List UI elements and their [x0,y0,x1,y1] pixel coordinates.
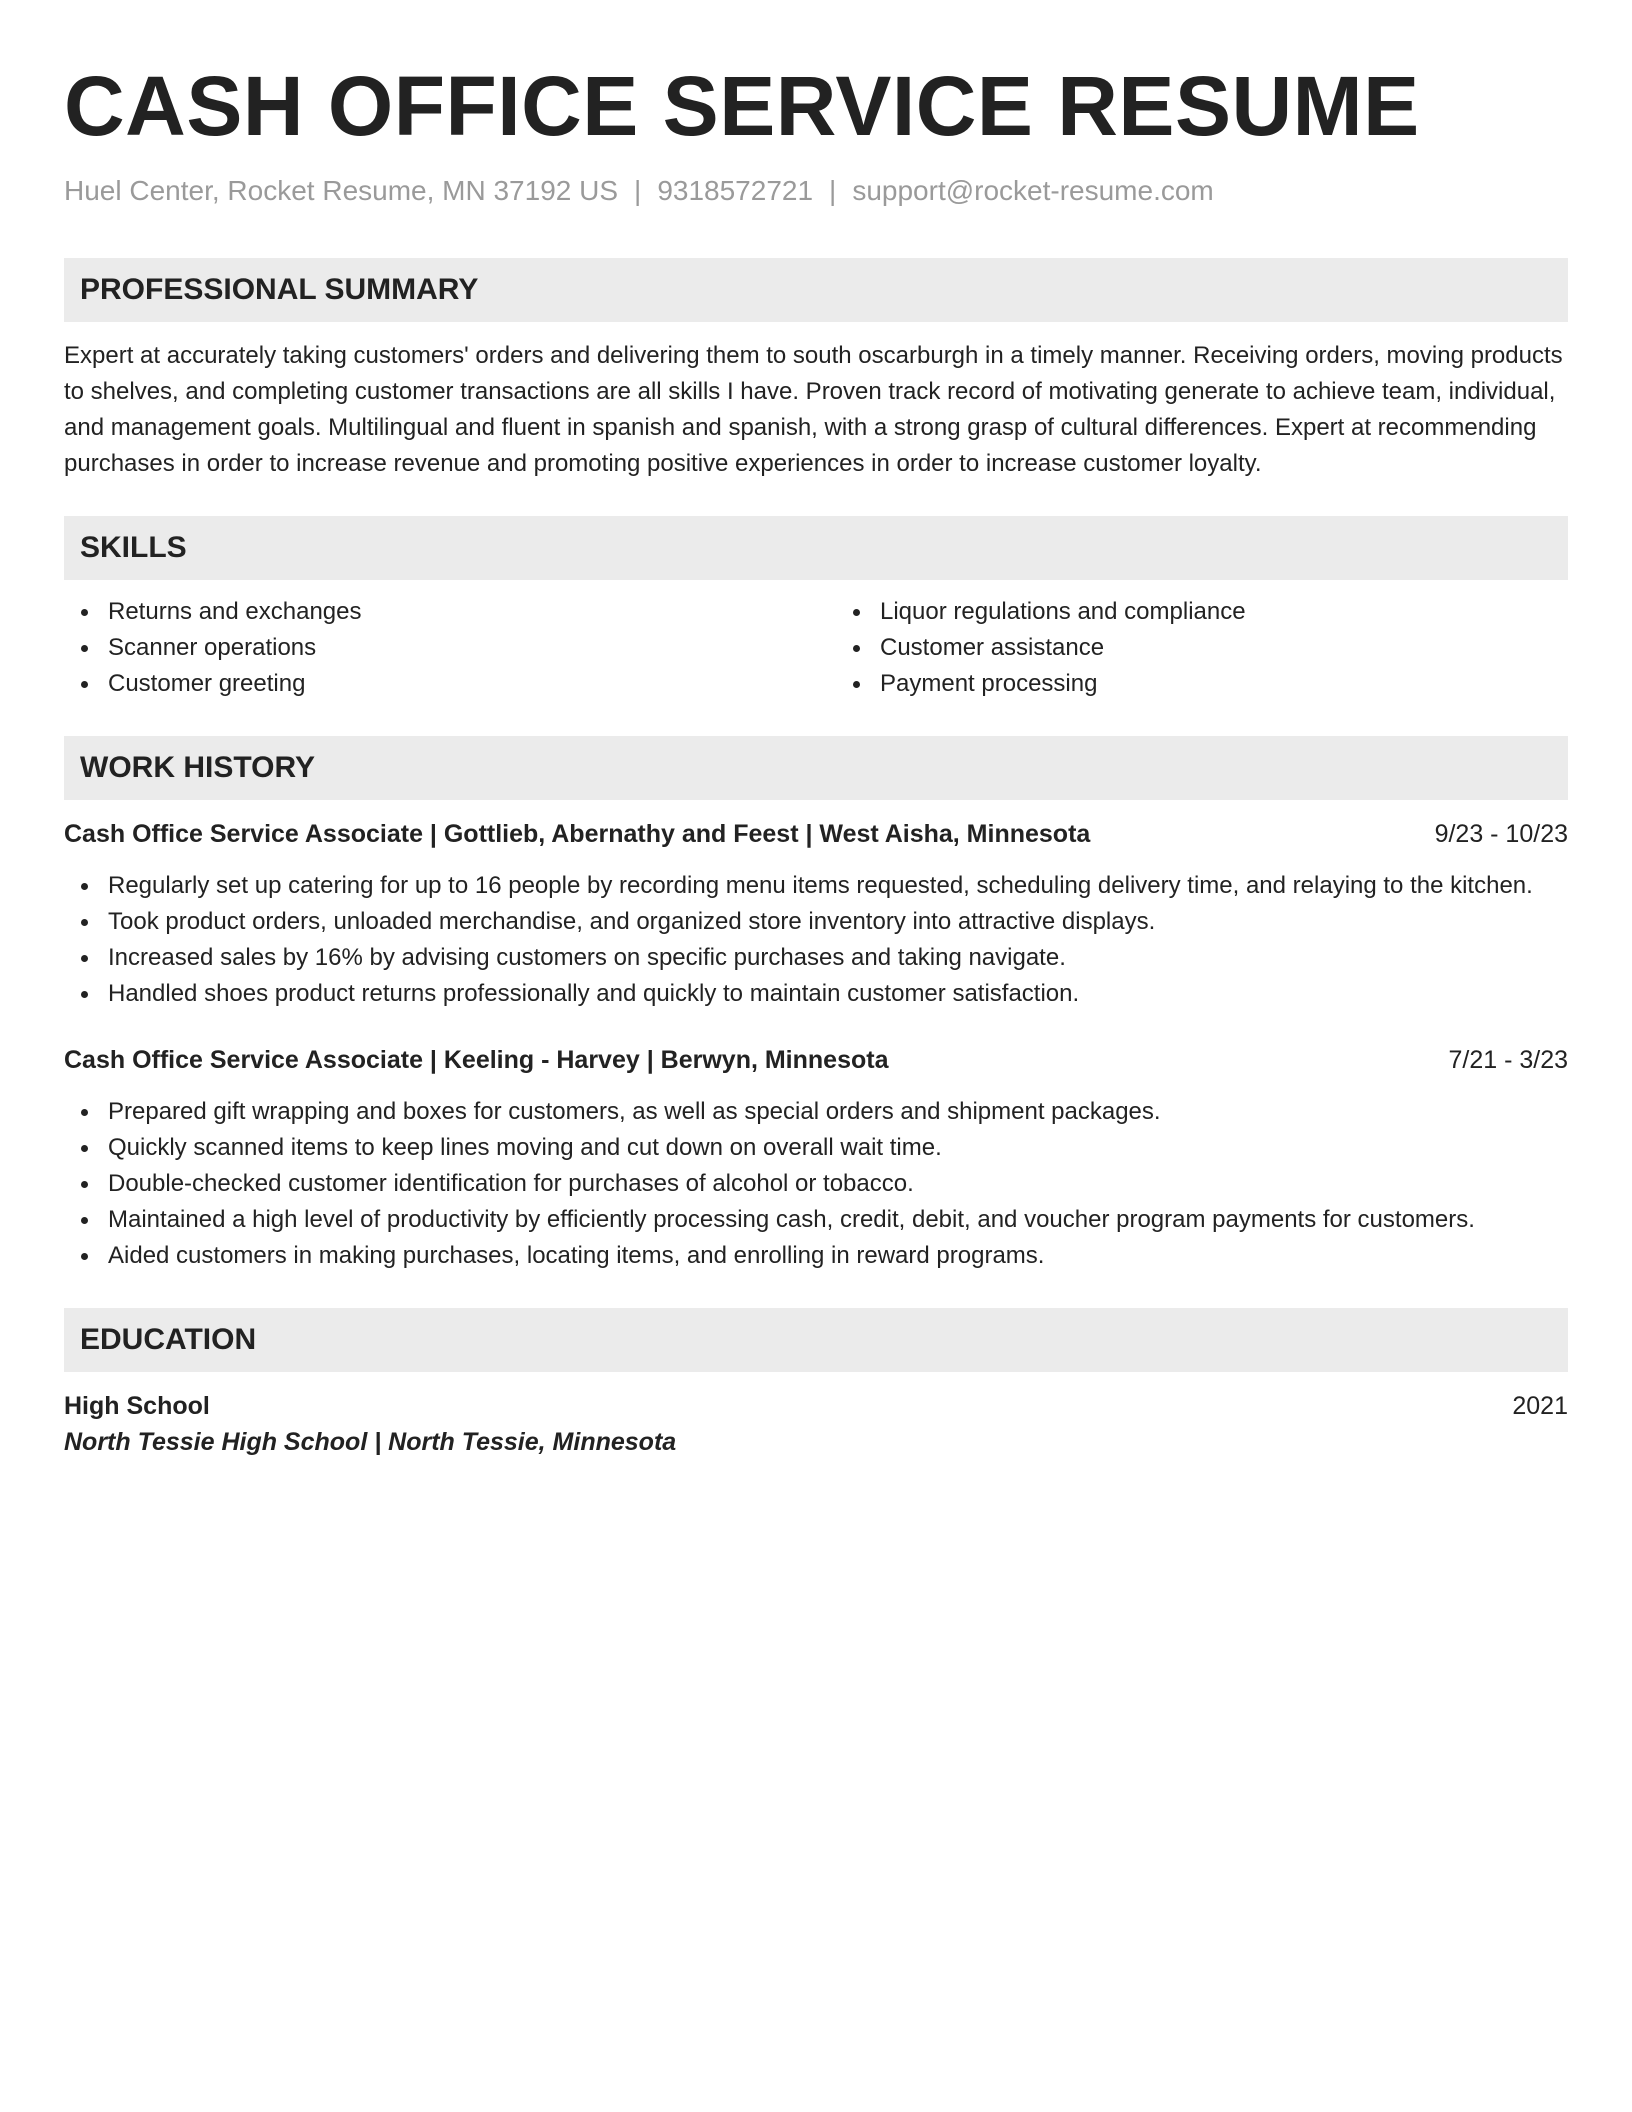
job-dates: 7/21 - 3/23 [1448,1046,1568,1074]
job-title: Cash Office Service Associate | Gottlieb, Abernathy and Feest | West Aisha, Minnesota [64,820,1091,848]
section-header-education: EDUCATION [64,1308,1568,1372]
job-duties [64,868,1568,1012]
job-duty: Quickly scanned items to keep lines moving and cut down on overall wait time. [64,1130,1568,1166]
job-header [64,1042,1568,1078]
job-duty: Double-checked customer identification for purchases of alcohol or tobacco. [64,1166,1568,1202]
job-duties [64,1094,1568,1274]
job-title: Cash Office Service Associate | Keeling - Harvey | Berwyn, Minnesota [64,1046,889,1074]
skill-item: Customer greeting [64,666,796,702]
job-duty: Took product orders, unloaded merchandise, and organized store inventory into attractive displays. [64,904,1568,940]
skills-column-left [64,594,796,702]
education-year: 2021 [1512,1392,1568,1420]
skill-item: Returns and exchanges [64,594,796,630]
job-dates: 9/23 - 10/23 [1434,820,1568,848]
job-duty: Regularly set up catering for up to 16 people by recording menu items requested, scheduling delivery time, and relaying to the kitchen. [64,868,1568,904]
summary-text: Expert at accurately taking customers' orders and delivering them to south oscarburgh in a timely manner. Receiving orders, moving products to shelves, and completing customer transactions are all skills I have. Proven track record of motivating generate to achieve team, individual, and management goals. Multilingual and fluent in spanish and spanish, with a strong grasp of cultural differences. Expert at recommending purchases in order to increase revenue and promoting positive experiences in order to increase customer loyalty. [64,342,1563,477]
contact-email: support@rocket-resume.com [852,175,1214,206]
job-duty: Handled shoes product returns professionally and quickly to maintain customer satisfaction. [64,976,1568,1012]
section-header-summary: PROFESSIONAL SUMMARY [64,258,1568,322]
skills-column-right [836,594,1568,702]
skill-item: Liquor regulations and compliance [836,594,1568,630]
contact-address: Huel Center, Rocket Resume, MN 37192 US [64,175,619,206]
contact-phone: 9318572721 [657,175,814,206]
skill-item: Customer assistance [836,630,1568,666]
job-duty: Prepared gift wrapping and boxes for customers, as well as special orders and shipment packages. [64,1094,1568,1130]
section-header-skills: SKILLS [64,516,1568,580]
job-duty: Aided customers in making purchases, locating items, and enrolling in reward programs. [64,1238,1568,1274]
job-entry [64,1042,1568,1274]
job-duty: Maintained a high level of productivity by efficiently processing cash, credit, debit, and voucher program payments for customers. [64,1202,1568,1238]
contact-line [64,174,1568,208]
skills-list [64,594,1568,702]
resume-title: CASH OFFICE SERVICE RESUME [64,59,1420,153]
skill-item: Scanner operations [64,630,796,666]
education-entry [64,1388,1568,1424]
education-degree: High School [64,1392,210,1420]
skill-item: Payment processing [836,666,1568,702]
job-duty: Increased sales by 16% by advising customers on specific purchases and taking navigate. [64,940,1568,976]
education-school: North Tessie High School | North Tessie, Minnesota [64,1428,677,1456]
section-header-work-history: WORK HISTORY [64,736,1568,800]
contact-separator: | [634,175,642,206]
job-entry [64,816,1568,1012]
contact-separator: | [829,175,837,206]
job-header [64,816,1568,852]
